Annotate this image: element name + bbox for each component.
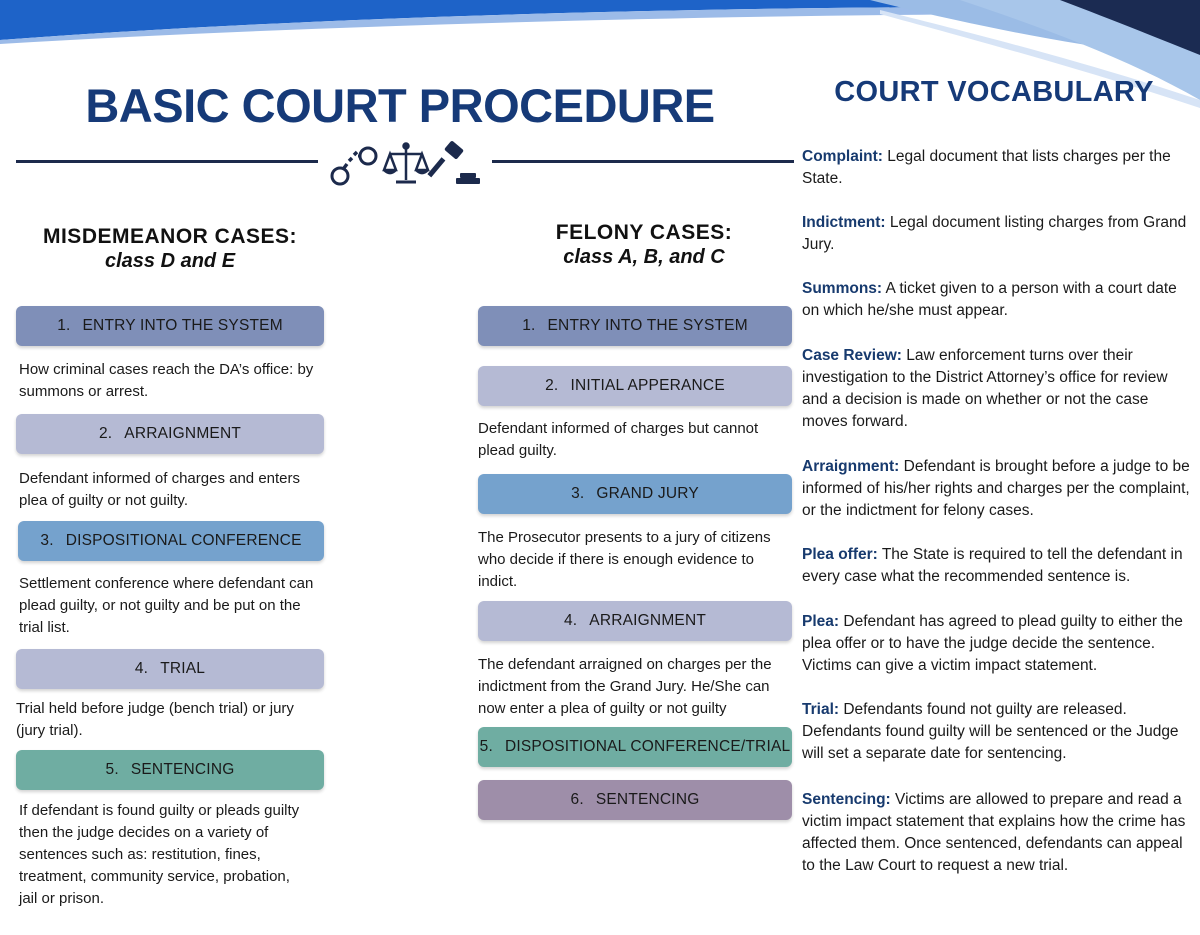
step-label: SENTENCING [130, 761, 235, 778]
step-label: ARRAIGNMENT [124, 425, 242, 442]
scales-of-justice-icon [384, 144, 428, 183]
vocabulary-title: COURT VOCABULARY [834, 76, 1154, 108]
step-label: INITIAL APPERANCE [570, 377, 725, 394]
vocab-arraignment: Arraignment: Defendant is brought before a judge to be informed of his/her rights and charges per the complaint, or the indictment for felony cases. [802, 458, 1190, 519]
felony-step-5: 5. DISPOSITIONAL CONFERENCE/TRIAL [478, 727, 792, 767]
vocab-plea-offer: Plea offer: The State is required to tell the defendant in every case what the recommended sentence is. [802, 546, 1183, 585]
felony-step-3: 3. GRAND JURY [478, 474, 792, 514]
page-title: BASIC COURT PROCEDURE [85, 79, 715, 132]
vocab-sentencing: Sentencing: Victims are allowed to prepare and read a victim impact statement that explains how the crime has affected them. Once sentenced, defendants can appeal to the Law Court to request a new trial. [802, 791, 1186, 874]
misdemeanor-step-5-description: If defendant is found guilty or pleads guilty then the judge decides on a variety of sentences such as: restitution, fines, treatment, community service, probation, jail or prison. [19, 802, 300, 907]
misdemeanor-step-2-description: Defendant informed of charges and enters plea of guilty or not guilty. [19, 470, 301, 509]
vocab-plea: Plea: Defendant has agreed to plead guilty to either the plea offer or to have the judge decide the sentence. Victims can give a victim impact statement. [802, 613, 1183, 674]
vocab-trial: Trial: Defendants found not guilty are released. Defendants found guilty will be sentenced or the Judge will set a separate date for sentencing. [802, 701, 1179, 762]
felony-step-4: 4. ARRAIGNMENT [478, 601, 792, 641]
legal-icons [328, 138, 484, 188]
gavel-icon [427, 140, 480, 184]
step-label: TRIAL [160, 660, 206, 677]
misdemeanor-step-4-description: Trial held before judge (bench trial) or jury (jury trial). [16, 700, 294, 739]
misdemeanor-title: MISDEMEANOR CASES: [42, 225, 298, 248]
misdemeanor-step-1-description: How criminal cases reach the DA’s office: by summons or arrest. [19, 361, 314, 400]
felony-step-6: 6. SENTENCING [478, 780, 792, 820]
misdemeanor-subtitle: class D and E [104, 250, 236, 272]
misdemeanor-step-5: 5. SENTENCING [16, 750, 324, 790]
felony-step-3-description: The Prosecutor presents to a jury of citizens who decide if there is enough evidence to indict. [478, 529, 771, 590]
felony-title: FELONY CASES: [555, 221, 733, 244]
misdemeanor-step-4: 4. TRIAL [16, 649, 324, 689]
felony-step-1: 1. ENTRY INTO THE SYSTEM [478, 306, 792, 346]
vocab-complaint: Complaint: Legal document that lists charges per the State. [802, 148, 1171, 187]
step-label: ENTRY INTO THE SYSTEM [547, 317, 748, 334]
misdemeanor-heading [14, 224, 326, 274]
felony-heading [488, 220, 800, 270]
misdemeanor-step-2: 2. ARRAIGNMENT [16, 414, 324, 454]
handcuffs-icon [332, 148, 376, 184]
step-label: DISPOSITIONAL CONFERENCE/TRIAL [504, 738, 791, 755]
misdemeanor-step-1: 1. ENTRY INTO THE SYSTEM [16, 306, 324, 346]
step-label: ARRAIGNMENT [589, 612, 707, 629]
title-divider-right [492, 160, 794, 163]
felony-step-4-description: The defendant arraigned on charges per the indictment from the Grand Jury. He/She can now enter a plea of guilty or not guilty [478, 656, 772, 717]
title-divider-left [16, 160, 318, 163]
vocab-case-review: Case Review: Law enforcement turns over their investigation to the District Attorney’s office for review and a decision is made on whether or not the case moves forward. [802, 347, 1168, 430]
step-label: SENTENCING [595, 791, 700, 808]
misdemeanor-step-3-description: Settlement conference where defendant can plead guilty, or not guilty and be put on the trial list. [19, 575, 314, 636]
felony-step-2: 2. INITIAL APPERANCE [478, 366, 792, 406]
step-label: ENTRY INTO THE SYSTEM [82, 317, 283, 334]
vocab-summons: Summons: A ticket given to a person with a court date on which he/she must appear. [802, 280, 1177, 319]
misdemeanor-step-3: 3. DISPOSITIONAL CONFERENCE [18, 521, 324, 561]
step-label: GRAND JURY [596, 485, 699, 502]
felony-step-2-description: Defendant informed of charges but cannot plead guilty. [478, 420, 759, 459]
felony-subtitle: class A, B, and C [563, 246, 725, 268]
step-label: DISPOSITIONAL CONFERENCE [65, 532, 302, 549]
vocab-indictment: Indictment: Legal document listing charges from Grand Jury. [802, 214, 1187, 253]
